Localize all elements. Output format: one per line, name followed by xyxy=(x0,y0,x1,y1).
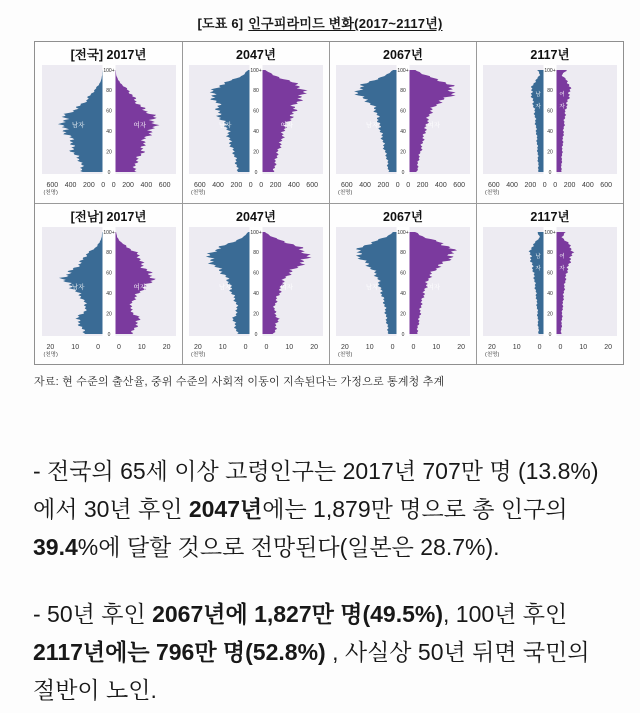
age-tick-label: 100+ xyxy=(544,229,556,236)
age-tick-label: 0 xyxy=(254,331,258,338)
age-tick-label: 20 xyxy=(253,311,259,318)
population-pyramid-chart xyxy=(41,65,177,181)
x-tick-label: 10 xyxy=(432,344,441,351)
population-pyramid-chart xyxy=(41,227,177,343)
age-tick-label: 80 xyxy=(105,250,112,257)
age-tick-label: 0 xyxy=(548,169,552,176)
pyramid-title: 2047년 xyxy=(236,210,276,224)
age-tick-label: 80 xyxy=(400,250,406,257)
age-axis-strip xyxy=(102,65,115,174)
male-label: 남자 xyxy=(365,284,379,292)
x-axis xyxy=(43,344,171,359)
axis-unit-label: (천명) xyxy=(338,352,353,358)
axis-unit-label: (천명) xyxy=(191,352,206,358)
x-tick-label: 0 xyxy=(406,182,411,189)
age-tick-label: 0 xyxy=(401,331,405,338)
source-note: 자료: 현 수준의 출산율, 중위 수준의 사회적 이동이 지속된다는 가정으로 통계청 추계 xyxy=(34,376,445,388)
x-tick-label: 0 xyxy=(101,182,106,189)
x-tick-label: 20 xyxy=(604,344,612,351)
age-axis-strip xyxy=(544,227,557,336)
figure-title-prefix: [도표 6] xyxy=(197,16,244,31)
age-tick-label: 100+ xyxy=(250,67,262,74)
axis-unit-label: (천명) xyxy=(485,190,500,196)
female-label: 여자 xyxy=(133,284,146,292)
age-tick-label: 40 xyxy=(253,129,259,135)
pyramid-svg xyxy=(335,227,471,338)
x-axis xyxy=(338,344,465,359)
axis-unit-label: (천명) xyxy=(338,190,353,196)
x-tick-label: 0 xyxy=(111,182,116,189)
age-axis-strip xyxy=(544,65,557,174)
age-axis-strip xyxy=(397,65,410,174)
pyramid-cell-jeonnam-2017 xyxy=(35,203,182,364)
pyramid-cell-national-2117 xyxy=(476,42,623,203)
age-tick-label: 20 xyxy=(400,311,406,318)
bold-text: 39.4 xyxy=(33,534,78,560)
pyramid-svg xyxy=(188,227,324,338)
x-tick-label: 20 xyxy=(46,344,55,351)
x-tick-label: 600 xyxy=(194,182,206,189)
axis-unit-label: (천명) xyxy=(43,352,58,358)
population-pyramid-chart xyxy=(188,65,324,181)
female-label: 여 xyxy=(559,254,565,260)
age-tick-label: 20 xyxy=(105,149,112,156)
x-axis xyxy=(338,182,465,197)
age-axis-strip xyxy=(250,65,263,174)
x-tick-label: 0 xyxy=(259,182,264,189)
pyramid-cell-jeonnam-2067 xyxy=(329,203,476,364)
x-tick-label: 0 xyxy=(542,182,547,189)
x-tick-label: 0 xyxy=(390,344,395,351)
x-tick-label: 10 xyxy=(512,344,521,351)
x-axis xyxy=(485,182,612,197)
x-tick-label: 0 xyxy=(243,344,248,351)
x-tick-label: 400 xyxy=(506,182,518,189)
x-tick-label: 400 xyxy=(288,182,300,189)
age-tick-label: 60 xyxy=(547,270,553,277)
x-tick-label: 0 xyxy=(96,344,100,351)
age-tick-label: 60 xyxy=(105,108,112,115)
plain-text: 에는 1,879만 명으로 총 인구의 xyxy=(262,496,568,522)
x-tick-label: 0 xyxy=(395,182,400,189)
age-tick-label: 40 xyxy=(105,291,112,297)
x-tick-label: 400 xyxy=(212,182,224,189)
pyramid-cell-jeonnam-2117 xyxy=(476,203,623,364)
age-tick-label: 80 xyxy=(547,250,553,257)
female-label: 여자 xyxy=(427,122,441,130)
x-tick-label: 10 xyxy=(218,344,227,351)
population-pyramid-chart xyxy=(335,227,471,343)
male-label: 자 xyxy=(535,104,541,110)
x-tick-label: 0 xyxy=(264,344,269,351)
plain-text: %에 달할 것으로 전망된다(일본은 28.7%). xyxy=(77,534,500,560)
female-label: 자 xyxy=(559,104,565,110)
axis-unit-label: (천명) xyxy=(485,352,500,358)
female-label: 여자 xyxy=(133,122,146,130)
age-tick-label: 60 xyxy=(400,270,406,277)
x-tick-label: 0 xyxy=(117,344,121,351)
age-tick-label: 80 xyxy=(105,88,112,95)
population-pyramid-chart xyxy=(188,227,324,343)
x-tick-label: 200 xyxy=(524,182,537,189)
paragraph-national-aging xyxy=(33,452,616,566)
age-tick-label: 40 xyxy=(547,291,553,297)
age-tick-label: 0 xyxy=(401,169,405,176)
age-tick-label: 100+ xyxy=(397,229,409,236)
age-axis-strip xyxy=(250,227,263,336)
x-tick-label: 200 xyxy=(563,182,576,189)
male-label: 남 xyxy=(535,254,541,260)
age-tick-label: 40 xyxy=(547,129,553,135)
population-pyramid-chart xyxy=(482,65,618,181)
age-tick-label: 60 xyxy=(547,108,553,115)
pyramid-title: 2067년 xyxy=(383,48,423,62)
x-tick-label: 10 xyxy=(365,344,374,351)
age-axis-strip xyxy=(102,227,115,336)
age-tick-label: 40 xyxy=(400,291,406,297)
figure-title xyxy=(0,0,640,32)
pyramid-title: [전국] 2017년 xyxy=(70,48,147,62)
age-tick-label: 100+ xyxy=(544,67,556,74)
pyramid-title: 2117년 xyxy=(530,48,570,62)
pyramid-cell-national-2017 xyxy=(35,42,182,203)
axis-unit-label: (천명) xyxy=(191,190,206,196)
x-tick-label: 200 xyxy=(83,182,95,189)
x-tick-label: 20 xyxy=(194,344,202,351)
age-tick-label: 60 xyxy=(105,270,112,277)
x-axis xyxy=(191,344,318,359)
x-tick-label: 10 xyxy=(579,344,588,351)
female-label: 여자 xyxy=(280,122,294,130)
x-tick-label: 600 xyxy=(341,182,353,189)
pyramid-title: 2067년 xyxy=(383,210,423,224)
x-tick-label: 0 xyxy=(537,344,542,351)
population-pyramid-chart xyxy=(335,65,471,181)
female-label: 여자 xyxy=(280,284,294,292)
female-label: 여자 xyxy=(427,284,441,292)
plain-text: , 100년 후인 xyxy=(443,601,568,627)
x-tick-label: 10 xyxy=(71,344,80,351)
age-tick-label: 60 xyxy=(400,108,406,115)
male-label: 남자 xyxy=(365,122,379,130)
age-tick-label: 80 xyxy=(253,250,259,257)
age-tick-label: 20 xyxy=(400,149,406,156)
pyramid-title: 2047년 xyxy=(236,48,276,62)
age-tick-label: 80 xyxy=(253,88,259,95)
x-tick-label: 10 xyxy=(285,344,294,351)
pyramid-cell-national-2047 xyxy=(182,42,329,203)
age-tick-label: 0 xyxy=(107,169,110,176)
x-tick-label: 200 xyxy=(122,182,134,189)
x-tick-label: 0 xyxy=(553,182,558,189)
age-tick-label: 0 xyxy=(107,331,110,338)
age-tick-label: 40 xyxy=(105,129,112,135)
x-tick-label: 400 xyxy=(140,182,153,189)
pyramid-cell-jeonnam-2047 xyxy=(182,203,329,364)
x-tick-label: 600 xyxy=(488,182,500,189)
bold-text: 2117년에는 796만 명(52.8%) xyxy=(33,639,326,665)
axis-unit-label: (천명) xyxy=(43,190,58,196)
paragraph-future-aging xyxy=(33,595,616,709)
male-label: 자 xyxy=(535,266,541,272)
pyramid-svg xyxy=(482,65,618,176)
male-label: 남자 xyxy=(218,122,232,130)
x-axis xyxy=(485,344,612,359)
x-axis xyxy=(191,182,318,197)
male-label: 남자 xyxy=(71,284,84,292)
x-axis xyxy=(43,182,171,197)
x-tick-label: 0 xyxy=(558,344,563,351)
male-label: 남 xyxy=(535,92,541,98)
age-tick-label: 100+ xyxy=(102,67,115,74)
pyramid-svg xyxy=(188,65,324,176)
pyramid-svg xyxy=(41,65,177,176)
age-tick-label: 20 xyxy=(547,311,553,318)
x-tick-label: 0 xyxy=(411,344,416,351)
x-tick-label: 20 xyxy=(488,344,496,351)
x-tick-label: 0 xyxy=(248,182,253,189)
x-tick-label: 400 xyxy=(64,182,77,189)
x-tick-label: 600 xyxy=(453,182,465,189)
bold-text: 2067년에 1,827만 명(49.5%) xyxy=(152,601,443,627)
x-tick-label: 600 xyxy=(158,182,171,189)
age-tick-label: 80 xyxy=(400,88,406,95)
x-tick-label: 200 xyxy=(230,182,243,189)
x-tick-label: 600 xyxy=(600,182,612,189)
pyramid-svg xyxy=(482,227,618,338)
pyramid-cell-national-2067 xyxy=(329,42,476,203)
x-tick-label: 20 xyxy=(341,344,349,351)
age-axis-strip xyxy=(397,227,410,336)
age-tick-label: 20 xyxy=(253,149,259,156)
x-tick-label: 400 xyxy=(582,182,594,189)
pyramid-grid xyxy=(34,41,624,365)
female-label: 자 xyxy=(559,266,565,272)
age-tick-label: 60 xyxy=(253,108,259,115)
age-tick-label: 0 xyxy=(254,169,258,176)
age-tick-label: 0 xyxy=(548,331,552,338)
age-tick-label: 80 xyxy=(547,88,553,95)
x-tick-label: 10 xyxy=(137,344,146,351)
x-tick-label: 600 xyxy=(306,182,318,189)
bold-text: 2047년 xyxy=(188,496,263,522)
pyramid-title: 2117년 xyxy=(530,210,570,224)
plain-text: - 50년 후인 xyxy=(33,601,153,627)
age-tick-label: 40 xyxy=(253,291,259,297)
age-tick-label: 100+ xyxy=(397,67,409,74)
population-pyramid-chart xyxy=(482,227,618,343)
age-tick-label: 40 xyxy=(400,129,406,135)
age-tick-label: 20 xyxy=(105,311,112,318)
body-text xyxy=(33,452,616,709)
x-tick-label: 20 xyxy=(162,344,171,351)
x-tick-label: 200 xyxy=(269,182,282,189)
pyramid-title: [전남] 2017년 xyxy=(70,210,147,224)
age-tick-label: 100+ xyxy=(250,229,262,236)
age-tick-label: 20 xyxy=(547,149,553,156)
figure-title-main: 인구피라미드 변화(2017~2117년) xyxy=(248,16,443,31)
pyramid-svg xyxy=(335,65,471,176)
plain-text: , 사실상 50년 뒤면 국민의 절반이 노인. xyxy=(33,639,590,703)
age-tick-label: 100+ xyxy=(102,229,115,236)
x-tick-label: 20 xyxy=(457,344,465,351)
age-tick-label: 60 xyxy=(253,270,259,277)
female-label: 여 xyxy=(559,92,565,98)
x-tick-label: 20 xyxy=(310,344,318,351)
plain-text: - 전국의 65세 이상 고령인구는 2017년 707만 명 (13.8%)에서 30년 후인 xyxy=(33,458,599,522)
x-tick-label: 200 xyxy=(377,182,390,189)
male-label: 남자 xyxy=(71,122,84,130)
x-tick-label: 600 xyxy=(46,182,59,189)
x-tick-label: 400 xyxy=(435,182,447,189)
pyramid-svg xyxy=(41,227,177,338)
male-label: 남자 xyxy=(218,284,232,292)
x-tick-label: 200 xyxy=(416,182,429,189)
x-tick-label: 400 xyxy=(359,182,371,189)
